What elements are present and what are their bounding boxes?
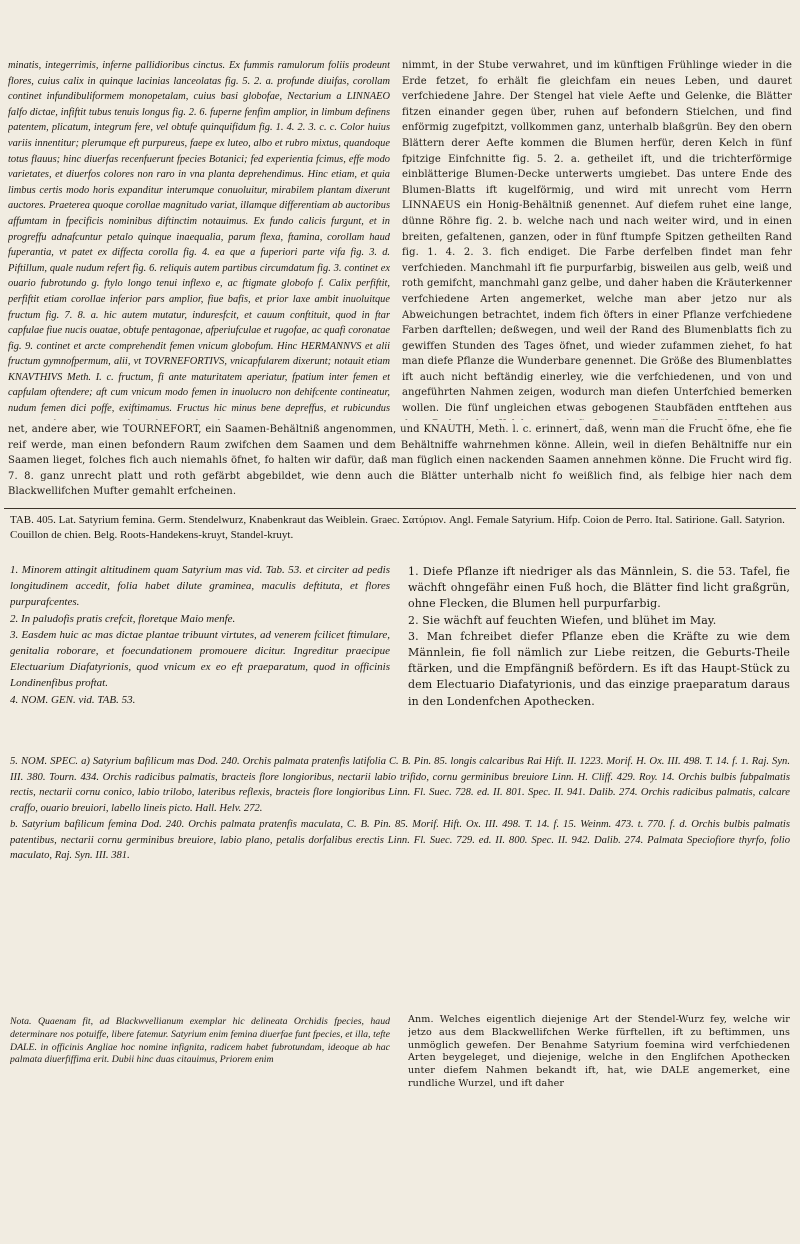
note-german: Anm. Welches eigentlich diejenige Art der Stendel-Wurz fey, welche wir jetzo aus dem Blackwellifchen Werke fürftellen, ift zu beftimmen, uns unmöglich gewefen. Der Benahme Satyrium foemina wird verfchiedenen Arten beygeleget, und diejenige, welche in den Englifchen Apothecken unter diefem Nahmen bekandt ift, hat, wie DALE angemerket, eine rundliche Wurzel, und ift daher (408, 1014, 790, 1089)
mid-german-items: 1. Diefe Pflanze ift niedriger als das Männlein, S. die 53. Tafel, fie wächft ohngefähr einen Fuß hoch, die Blätter find licht graßgrün, ohne Flecken, die Blumen hell purpurfarbig. 2. Sie wächft auf feuchten Wiefen, und blühet im May. 3. Man fchreibet diefer Pflanze eben die Kräfte zu wie dem Männlein, fie foll nämlich zur Liebe reitzen, die Geburts-Theile ftärken, und die Empfängniß befördern. Es ift das Haupt-Stück zu dem Electuario Diafatyrionis, und das einzige praeparatum daraus in den Londenfchen Apothecken. (408, 565, 790, 708)
top-latin-column: minatis, integerrimis, inferne pallidioribus cinctus. Ex fummis ramulorum foliis prodeunt flores, cuius calix in quinque lacinias lanceolatas fig. 5. 2. a. profunde diuifas, corollam continet infundibuliformem monopetalam, cuius basi globofae, Nectarium a LINNAEO falfo dictae, infiftit tubus tenuis longus fig. 2. 6. fuperne fenfim amplior, in limbum definens patentem, plicatum, integrum fere, vel obtufe quinquifidum fig. 1. 4. 2. 3. c. c. Color huius variis innentitur; plerumque eft purpureus, faepe ex luteo, albo et rubro mixtus, quandoque totus flauus; hinc diuerfas recenfuerunt fpecies Botanici; fed experientia fcimus, effe modo varietates, et diuerfos colores non raro in vna planta deprehendimus. Hinc etiam, et quia limbus certis modo horis expanditur interumque conuoluitur, mirabilem plantam dixerunt auctores. Praeterea quoque corollae magnitudo variat, illamque differentiam ab auctoribus affumtam in fpecificis nominibus diftinctim notauimus. Ex fundo calicis furgunt, et in progreffu adnafcuntur petalo quinque inaequalia, parum flexa, ftamina, corollam haud fuperantia, vt patet ex diffecta corolla fig. 4. ea que a fuperiori parte vifa fig. 3. d. Piftillum, quale nudum refert fig. 6. reliquis autem partibus circumdatum fig. 3. continet ex ouario fubrotundo g. ftylo longo tenui inflexo e, ac ftigmate globofo f. Calix perfiftit, perfiftit etiam corollae inferior pars amplior, fiue bafis, et prior laxe ambit inuoluitque fructum fig. 7. 8. a. hic autem mutatur, induresfcit, et cauum conftituit, quod in ftar capfulae fiue nucis ouatae, obtufe pentagonae, afperiufculae et rugofae, ac quafi coronatae fig. 9. continet et arcte comprehendit femen vnicum globofum. Hinc HERMANNVS et alii fructum gymnofpermum, alii, vt TOVRNEFORTIVS, vnicapfularem dixerunt; notauit etiam KNAVTHIVS Meth. I. c. fructum, fi ante maturitatem aperiatur, fpatium inter femen et capfulam oftendere; aft cum vnicum modo femen in inuolucro non dehifcente contineatur, nudum femen dici poffe, exiftimamus. Fructus hic minus bene depreffus, et rubicundus (8, 60, 390, 415)
tab-heading: TAB. 405. Lat. Satyrium femina. Germ. Stendelwurz, Knabenkraut das Weiblein. Graec. Σατύριον. Angl. Female Satyrium. Hifp. Coion de Perro. Ital. Satirione. Gall. Satyrion. Couillon de chien. Belg. Roots-Handekens-kruyt, Standel-kruyt. (10, 514, 785, 541)
horizontal-rule (4, 508, 796, 509)
top-german-column: nimmt, in der Stube verwahret, und im künftigen Frühlinge wieder in die Erde fetzet, fo erhält fie gleichfam ein neues Leben, und dauret verfchiedene Jahre. Der Stengel hat viele Aefte und Gelenke, die Blätter fitzen einander gegen über, ruhen auf befondern Stielchen, und find enförmig zugefpitzt, vollkommen ganz, unterhalb blaßgrün. Bey den obern Blättern derer Aefte kommen die Blumen herfür, deren Kelch in fünf fpitzige Einfchnitte fig. 5. 2. a. getheilet ift, und die trichterförmige einblätterige Blumen-Decke unterwerts umgiebet. Das untere Ende des Blumen-Blatts ift kugelförmig, und wird mit unrecht vom Herrn LINNAEUS ein Honig-Behältniß genennet. Auf diefem ruhet eine lange, dünne Röhre fig. 2. b. welche nach und nach weiter wird, und in einen breiten, gefaltenen, ganzen, oder in fünf ftumpfe Spitzen getheilten Rand fig. 1. 4. 2. 3. fich endiget. Die Farbe derfelben findet man fehr verfchieden. Manchmahl ift fie purpurfarbig, bisweilen aus gelb, weiß und roth gemifcht, manchmahl ganz gelbe, und daher haben die Kräuterkenner verfchiedene Arten angemerket, welche man aber jetzo nur als Abweichungen betrachtet, indem fich öfters in einer Pflanze verfchiedene Farben darftellen; deßwegen, und weil der Rand des Blumenblatts fich zu gewiffen Stunden des Tages öfnet, und wieder zufammen ziehet, fo hat man diefe Pflanze die Wunderbare genennet. Die Größe des Blumenblattes ift auch nicht beftändig einerley, wie die verfchiedenen, und von und angeführten Nahmen zeigen, wodurch man diefen Unterfchied bemerken wollen. Die fünf ungleichen etwas gebogenen Staubfäden entftehen aus (402, 60, 792, 415)
mid-latin-items: 1. Minorem attingit altitudinem quam Satyrium mas vid. Tab. 53. et circiter ad pedis longitudinem accedit, folia habet dilute graminea, maculis deftituta, et flores purpurafcentes. 2. In paludofis pratis crefcit, floretque Maio menfe. 3. Easdem huic ac mas dictae plantae tribuunt virtutes, ad venerem fcilicet ftimulare, genitalia roborare, et foecundationem promouere dicitur. Ingreditur praecipue Electuarium Diafatyrionis, quod vnicum ex eo eft praeparatum, quod in officinis Londinenfibus proftat. 4. NOM. GEN. vid. TAB. 53. (10, 564, 390, 706)
nomenclature-synonyms: 5. NOM. SPEC. a) Satyrium bafilicum mas Dod. 240. Orchis palmata pratenfis latifolia C. B. Pin. 85. longis calcaribus Rai Hift. II. 1223. Morif. H. Ox. III. 498. T. 14. f. 1. Raj. Syn. III. 380. Tourn. 434. Orchis radicibus palmatis, bracteis flore longioribus, nectarii labio trifido, cornu germinibus breuiore Linn. H. Cliff. 429. Roy. 14. Orchis bulbis fubpalmatis rectis, nectarii cornu conico, labio trilobo, lateribus reflexis, bracteis flore longioribus Linn. Fl. Suec. 728. ed. II. 801. Spec. II. 941. Dalib. 274. Orchis radicibus palmatis, calcare craffo, ouario breuiori, labello lineis picto. Hall. Helv. 272. b. Satyrium bafilicum femina Dod. 240. Orchis palmata pratenfis maculata, C. B. Pin. 85. Morif. Hift. Ox. III. 498. T. 14. f. 15. Weinm. 473. t. 770. f. d. Orchis bulbis palmatis patentibus, nectarii cornu germinibus breuiore, labio plano, petalis dorfalibus erectis Linn. Fl. Suec. 729. ed. II. 800. Spec. II. 942. Dalib. 274. Palmata Speciofiore thyrfo, folio maculato, Raj. Syn. III. 381. (10, 756, 790, 862)
bridge-text: net, andere aber, wie TOURNEFORT, ein Saamen-Behältniß angenommen, und KNAUTH, Meth. l. c. erinnert, daß, wenn man die Frucht öfne, ehe fie reif werde, man einen befondern Raum zwifchen dem Saamen und dem Behältniffe wahrnehmen könne. Allein, weil in diefen Behältniffe nur ein Saamen lieget, folches fich auch niemahls öfnet, fo halten wir dafür, daß man füglich einen nackenden Saamen annehmen könne. Die Frucht wird fig. 7. 8. ganz unrecht platt und roth gefärbt abgebildet, wie denn auch die Blätter unterhalb nicht fo weißlich find, als felbige hier nach dem Blackwellifchen Mufter gemahlt erfcheinen. (8, 424, 792, 498)
note-latin: Nota. Quaenam fit, ad Blackwvellianum exemplar hic delineata Orchidis fpecies, haud determinare nos potuiffe, libere fatemur. Satyrium enim femina diuerfae funt fpecies, et illa, tefte DALE. in officinis Angliae hoc nomine infignita, radicem habet fubrotundam, ideoque ab hac palmata diuerfiffima erit. Dubii hinc duas citauimus, Priorem enim (10, 1016, 390, 1066)
